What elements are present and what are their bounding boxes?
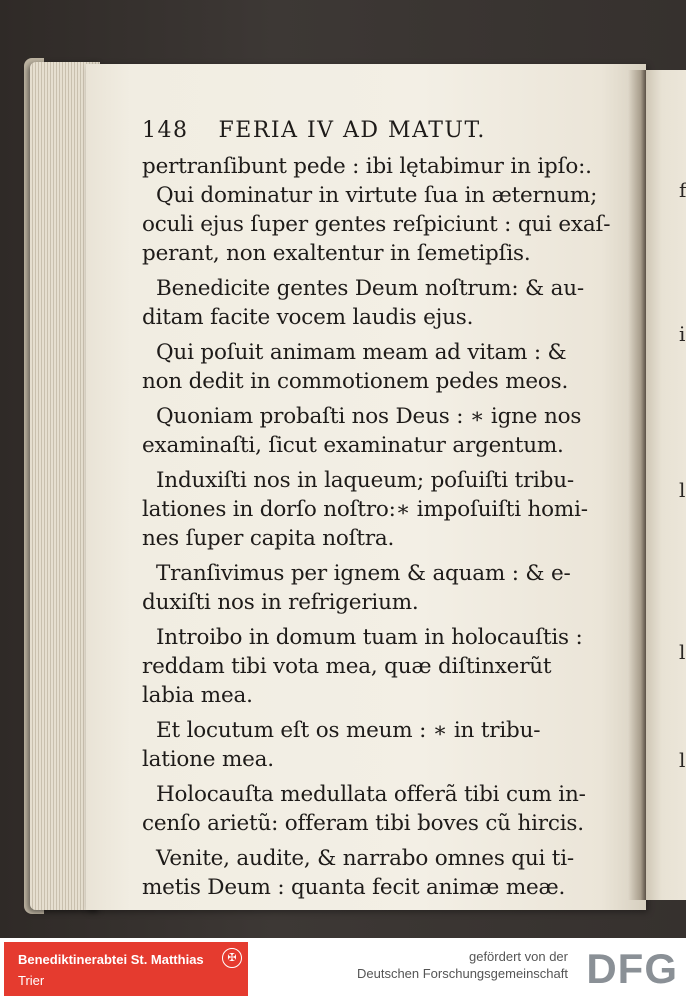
text-line: Benedicite gentes Deum noſtrum: & au- [156,276,584,301]
facing-page-glyph: i [679,322,686,346]
text-line: non dedit in commotionem pedes meos. [142,369,569,394]
text-line: perant, non exaltentur in ſemetipſis. [142,241,531,266]
funder-name: Deutschen Forschungsgemeinschaft [356,966,568,981]
running-head: FERIA IV AD MATUT. [218,118,486,143]
running-header [142,118,612,152]
text-line: lationes in dorſo noſtro:∗ impoſuiſti homi- [142,497,588,522]
footer-bar [0,938,686,1000]
text-line: Tranſivimus per ignem & aquam : & e- [156,561,571,586]
institution-badge[interactable] [4,942,248,996]
institution-city: Trier [18,973,45,988]
text-line: Holocauſta medullata offerã tibi cum in- [156,782,586,807]
text-line: oculi ejus ſuper gentes reſpiciunt : qui exaſ- [142,212,611,237]
funder-text [357,948,568,982]
dfg-logo[interactable]: DFG [586,945,678,992]
text-line: Qui dominatur in virtute ſua in æternum; [156,183,598,208]
text-line: examinaſti, ſicut examinatur argentum. [142,433,564,458]
text-line: Venite, audite, & narrabo omnes qui ti- [156,846,574,871]
text-line: latione mea. [142,747,274,772]
text-line: labia mea. [142,683,253,708]
text-line: duxiſti nos in refrigerium. [142,590,419,615]
text-line: nes ſuper capita noſtra. [142,526,395,551]
abbey-seal-icon: ✠ [222,948,242,968]
facing-page-glyph: l [679,748,686,772]
text-line: pertranſibunt pede : ibi lętabimur in ipſo:. [142,154,592,179]
facing-page-glyph: f [679,178,686,202]
text-line: metis Deum : quanta fecit animæ meæ. [142,875,566,900]
funded-by-label: gefördert von der [468,949,568,964]
text-line: reddam tibi vota mea, quæ diſtinxerũt [142,654,552,679]
text-line: Et locutum eſt os meum : ∗ in tribu- [156,718,541,743]
text-line: Quoniam probaſti nos Deus : ∗ igne nos [156,404,582,429]
page-gutter [628,70,646,900]
text-line: ditam facite vocem laudis ejus. [142,305,474,330]
text-line: Qui poſuit animam meam ad vitam : & [156,340,567,365]
institution-name: Benediktinerabtei St. Matthias [18,952,204,967]
text-line: cenſo arietũ: offeram tibi boves cũ hircis. [142,811,584,836]
text-line: Induxiſti nos in laqueum; poſuiſti tribu- [156,468,574,493]
page-text [142,118,612,902]
text-line: Introibo in domum tuam in holocauſtis : [156,625,583,650]
text-lines [142,152,612,902]
facing-page-glyph: l [679,478,686,502]
page-number: 148 [142,118,189,143]
facing-page-glyph: l [679,640,686,664]
